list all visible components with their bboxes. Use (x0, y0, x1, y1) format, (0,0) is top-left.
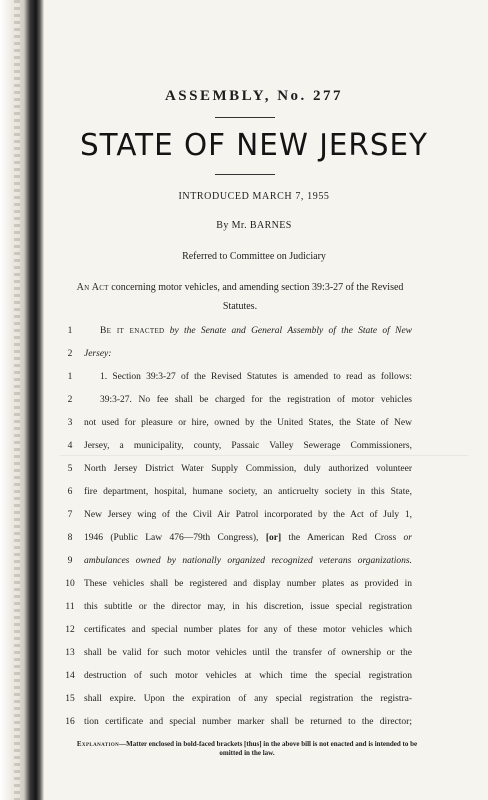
line-text: North Jersey District Water Supply Commission, duly authorized volunteer (84, 464, 412, 474)
act-title-text: concerning motor vehicles, and amending section 39:3-27 of the Revised Statutes. (108, 282, 404, 312)
line-text: destruction of such motor vehicles at which time the special registration (84, 671, 412, 681)
bill-line (0, 668, 488, 684)
line-text: New Jersey wing of the Civil Air Patrol incorporated by the Act of July 1, (84, 510, 412, 520)
line-text: 39:3-27. No fee shall be charged for the registration of motor vehicles (100, 395, 412, 405)
bill-line (0, 553, 488, 569)
line-text: ambulances owned by nationally organized recognized veterans organizations. (84, 556, 412, 566)
line-text: Jersey: (84, 349, 112, 359)
line-number: 2 (67, 349, 73, 359)
line8-italic: or (403, 533, 412, 543)
line8-before: 1946 (Public Law 476—79th Congress), (84, 533, 266, 543)
sponsor: By Mr. BARNES (216, 220, 292, 231)
line-number: 5 (67, 464, 73, 474)
bill-line (0, 622, 488, 638)
bill-line (0, 415, 488, 431)
introduced-date: INTRODUCED MARCH 7, 1955 (178, 191, 330, 202)
line-text: not used for pleasure or hire, owned by the United States, the State of New (84, 418, 412, 428)
line-number: 12 (65, 625, 75, 635)
line-text: shall expire. Upon the expiration of any special registration the registra- (84, 694, 412, 704)
line-number: 1 (67, 372, 73, 382)
line-number: 3 (67, 418, 73, 428)
bill-line (0, 369, 488, 385)
bill-line (0, 599, 488, 615)
line-text (84, 530, 412, 546)
bill-line (0, 576, 488, 592)
line-text (100, 323, 412, 339)
bill-line (0, 530, 488, 546)
committee-referral: Referred to Committee on Judiciary (182, 251, 326, 262)
explanation-text: —Matter enclosed in bold-faced brackets [thus] in the above bill is not enacted and is intended to be omitted in the law. (119, 740, 418, 757)
line-text: tion certificate and special number marker shall be returned to the director; (84, 717, 412, 727)
line-number: 4 (67, 441, 73, 451)
line-number: 14 (65, 671, 75, 681)
line-text: shall be valid for such motor vehicles until the transfer of ownership or the (84, 648, 412, 658)
explanation-note (76, 740, 418, 758)
bill-line (0, 507, 488, 523)
explanation-label: Explanation (76, 740, 120, 748)
line-number: 7 (67, 510, 73, 520)
bill-number: ASSEMBLY, No. 277 (164, 88, 344, 104)
act-title-lead: An Act (76, 282, 109, 293)
line-number: 9 (67, 556, 73, 566)
enacting-lead: Be it enacted (100, 326, 165, 336)
line-number: 16 (65, 717, 75, 727)
line-number: 15 (65, 694, 75, 704)
line-text: fire department, hospital, humane society, an anticruelty society in this State, (84, 487, 412, 497)
line8-middle: the American Red Cross (281, 533, 404, 543)
bill-line (0, 714, 488, 730)
line-number: 13 (65, 648, 75, 658)
bill-line (0, 484, 488, 500)
line-number: 8 (67, 533, 73, 543)
line-text: These vehicles shall be registered and display number plates as provided in (84, 579, 412, 589)
line-text: 1. Section 39:3-27 of the Revised Statutes is amended to read as follows: (100, 372, 412, 382)
enacting-text: by the Senate and General Assembly of the State of New (169, 326, 412, 336)
line-text: Jersey, a municipality, county, Passaic Valley Sewerage Commissioners, (84, 441, 412, 451)
bill-line (0, 392, 488, 408)
bill-line (0, 438, 488, 454)
line-number: 2 (67, 395, 73, 405)
bill-line (0, 691, 488, 707)
state-title: STATE OF NEW JERSEY (80, 128, 428, 163)
bill-line (0, 323, 488, 339)
line-text: certificates and special number plates for any of these motor vehicles which (84, 625, 412, 635)
deleted-bracket: [or] (265, 533, 282, 543)
line-text: this subtitle or the director may, in his discretion, issue special registration (84, 602, 412, 612)
bill-line (0, 645, 488, 661)
line-number: 10 (65, 579, 75, 589)
line-number: 1 (67, 326, 73, 336)
bill-line (0, 461, 488, 477)
bill-line (0, 346, 488, 362)
line-number: 11 (65, 602, 75, 612)
line-number: 6 (67, 487, 73, 497)
